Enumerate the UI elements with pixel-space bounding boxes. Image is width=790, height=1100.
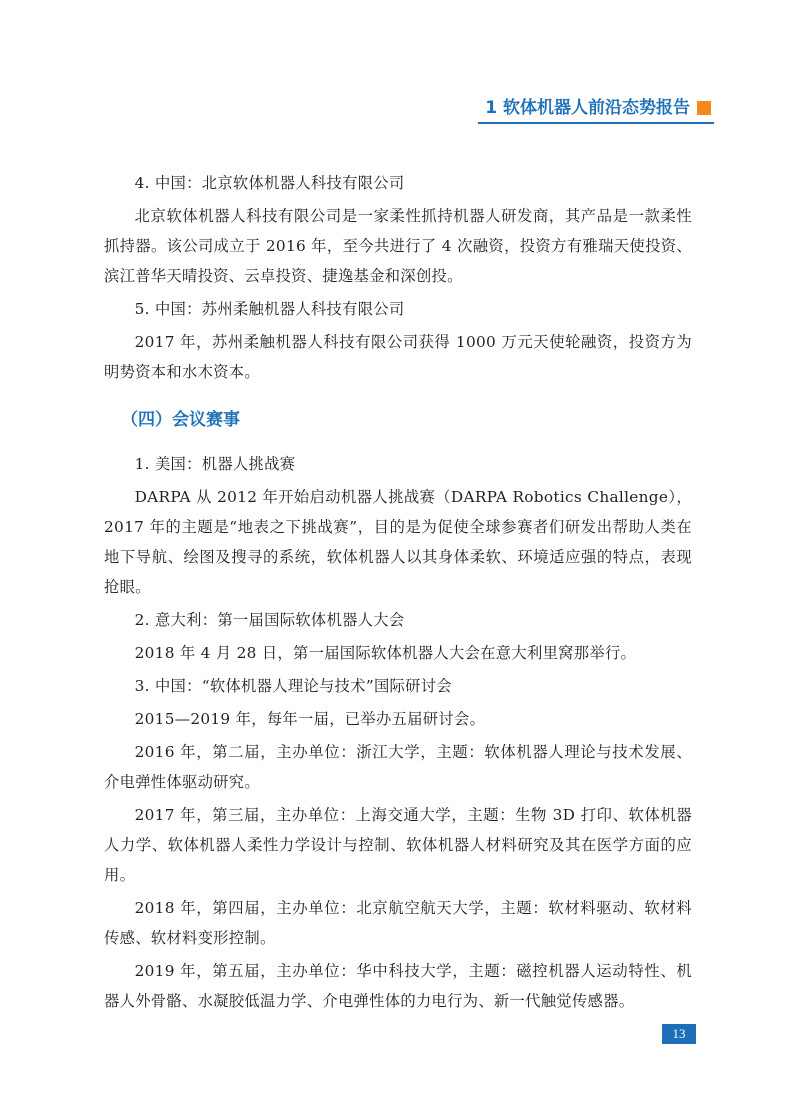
section-heading: （四）会议赛事 xyxy=(121,410,240,430)
orange-square-icon xyxy=(697,101,711,115)
paragraph: 北京软体机器人科技有限公司是一家柔性抓持机器人研发商，其产品是一款柔性抓持器。该公司成立于 2016 年，至今共进行了 4 次融资，投资方有雅瑞天使投资、滨江普华天晴投资、云卓投资、捷逸基金和深创投。 xyxy=(104,207,692,285)
header-rule xyxy=(478,122,714,124)
paragraph: 2019 年，第五届，主办单位：华中科技大学，主题：磁控机器人运动特性、机器人外骨骼、水凝胶低温力学、介电弹性体的力电行为、新一代触觉传感器。 xyxy=(104,962,692,1010)
paragraph: 2018 年 4 月 28 日，第一届国际软体机器人大会在意大利里窝那举行。 xyxy=(134,644,637,662)
page-number: 13 xyxy=(662,1024,696,1044)
paragraph: 3. 中国：“软体机器人理论与技术”国际研讨会 xyxy=(134,677,452,695)
running-header-title: 1 软体机器人前沿态势报告 xyxy=(485,98,690,118)
paragraph: 2017 年，苏州柔触机器人科技有限公司获得 1000 万元天使轮融资，投资方为明势资本和水木资本。 xyxy=(104,333,692,381)
body-text xyxy=(104,168,692,1019)
paragraph: DARPA 从 2012 年开始启动机器人挑战赛（DARPA Robotics Challenge），2017 年的主题是“地表之下挑战赛”，目的是为促使全球参赛者们研发出帮助人类在地下导航、绘图及搜寻的系统，软体机器人以其身体柔软、环境适应强的特点，表现抢眼。 xyxy=(104,488,692,596)
paragraph: 2016 年，第二届，主办单位：浙江大学，主题：软体机器人理论与技术发展、介电弹性体驱动研究。 xyxy=(104,743,692,791)
running-header xyxy=(0,97,790,127)
paragraph: 2017 年，第三届，主办单位：上海交通大学，主题：生物 3D 打印、软体机器人力学、软体机器人柔性力学设计与控制、软体机器人材料研究及其在医学方面的应用。 xyxy=(104,806,692,884)
paragraph: 2018 年，第四届，主办单位：北京航空航天大学，主题：软材料驱动、软材料传感、软材料变形控制。 xyxy=(104,899,692,947)
paragraph: 5. 中国：苏州柔触机器人科技有限公司 xyxy=(134,300,405,318)
paragraph: 2. 意大利：第一届国际软体机器人大会 xyxy=(134,611,405,629)
paragraph: 1. 美国：机器人挑战赛 xyxy=(134,455,296,473)
paragraph: 4. 中国：北京软体机器人科技有限公司 xyxy=(134,174,405,192)
paragraph: 2015—2019 年，每年一届，已举办五届研讨会。 xyxy=(134,710,486,728)
